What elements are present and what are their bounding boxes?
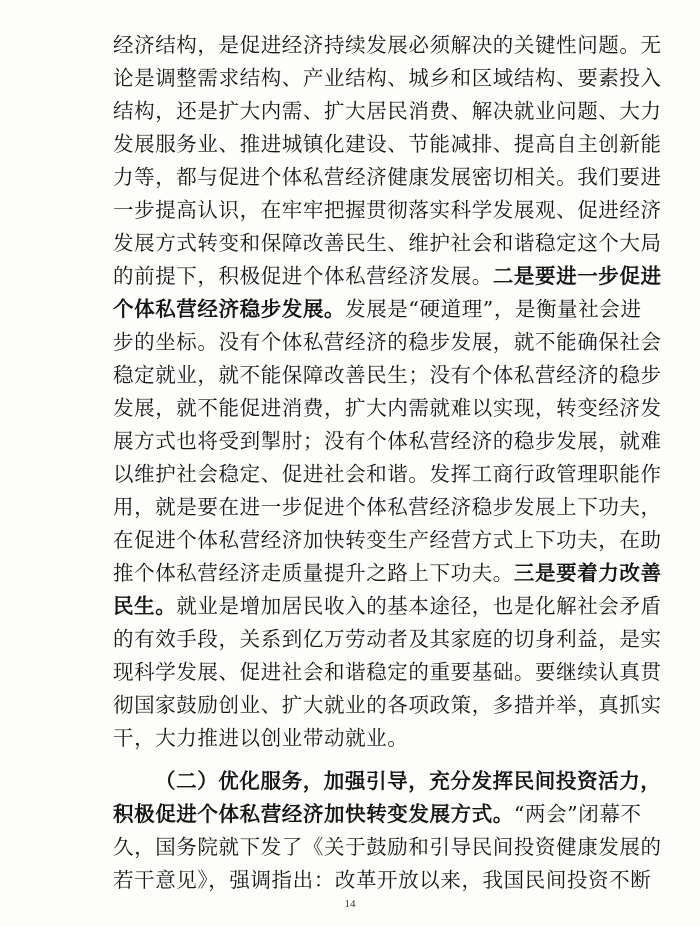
bold-point-three-start: 三是要着力改善 — [513, 561, 662, 585]
text-line-18 — [113, 591, 662, 621]
text-line-25: 久，国务院就下发了《关于鼓励和引导民间投资健康发展的 — [113, 835, 662, 859]
text-line-6: 一步提高认识，在牢牢把握贯彻落实科学发展观、促进经济 — [113, 198, 662, 222]
section-heading-text: （二）优化服务，加强引导，充分发挥民间投资活力， — [155, 769, 662, 793]
text-line-24 — [113, 799, 642, 829]
text-segment: “两会”闭幕不 — [513, 802, 642, 826]
text-segment: 的前提下，积极促进个体私营经济发展。 — [113, 264, 493, 288]
text-line-14: 以维护社会稳定、促进社会和谐。发挥工商行政管理职能作 — [113, 462, 662, 486]
bold-point-two-end: 个体私营经济稳步发展。 — [113, 297, 346, 321]
text-line-11: 稳定就业，就不能保障改善民生；没有个体私营经济的稳步 — [113, 363, 662, 387]
text-line-10: 步的坐标。没有个体私营经济的稳步发展，就不能确保社会 — [113, 330, 662, 354]
text-segment: 推个体私营经济走质量提升之路上下功夫。 — [113, 561, 514, 585]
text-line-15: 用，就是要在进一步促进个体私营经济稳步发展上下功夫， — [113, 495, 662, 519]
text-line-5: 力等，都与促进个体私营经济健康发展密切相关。我们要进 — [113, 165, 662, 189]
text-line-4: 发展服务业、推进城镇化建设、节能减排、提高自主创新能 — [113, 132, 662, 156]
text-line-13: 展方式也将受到掣肘；没有个体私营经济的稳步发展，就难 — [113, 429, 662, 453]
text-line-2: 论是调整需求结构、产业结构、城乡和区域结构、要素投入 — [113, 66, 662, 90]
section-heading-2 — [155, 766, 662, 796]
text-line-22: 干，大力推进以创业带动就业。 — [113, 726, 409, 750]
text-segment: 发展是“硬道理”，是衡量社会进 — [345, 297, 642, 321]
page-number: 14 — [344, 898, 356, 910]
text-line-1: 经济结构，是促进经济持续发展必须解决的关键性问题。无 — [113, 33, 662, 57]
text-line-8 — [113, 261, 662, 291]
text-line-12: 发展，就不能促进消费，扩大内需就难以实现，转变经济发 — [113, 396, 662, 420]
text-line-3: 结构，还是扩大内需、扩大居民消费、解决就业问题、大力 — [113, 99, 662, 123]
section-heading-cont: 积极促进个体私营经济加快转变发展方式。 — [113, 802, 514, 826]
text-line-21: 彻国家鼓励创业、扩大就业的各项政策，多措并举，真抓实 — [113, 693, 662, 717]
bold-point-two-start: 二是要进一步促进 — [492, 264, 662, 288]
text-line-20: 现科学发展、促进社会和谐稳定的重要基础。要继续认真贯 — [113, 660, 662, 684]
text-line-19: 的有效手段，关系到亿万劳动者及其家庭的切身利益，是实 — [113, 627, 662, 651]
text-line-26: 若干意见》，强调指出：改革开放以来，我国民间投资不断 — [113, 868, 652, 892]
text-line-7: 发展方式转变和保障改善民生、维护社会和谐稳定这个大局 — [113, 231, 662, 255]
text-segment: 就业是增加居民收入的基本途径，也是化解社会矛盾 — [176, 594, 662, 618]
text-line-9 — [113, 294, 642, 324]
text-line-16: 在促进个体私营经济加快转变生产经营方式上下功夫，在助 — [113, 528, 662, 552]
bold-point-three-end: 民生。 — [113, 594, 177, 618]
text-line-17 — [113, 558, 662, 588]
